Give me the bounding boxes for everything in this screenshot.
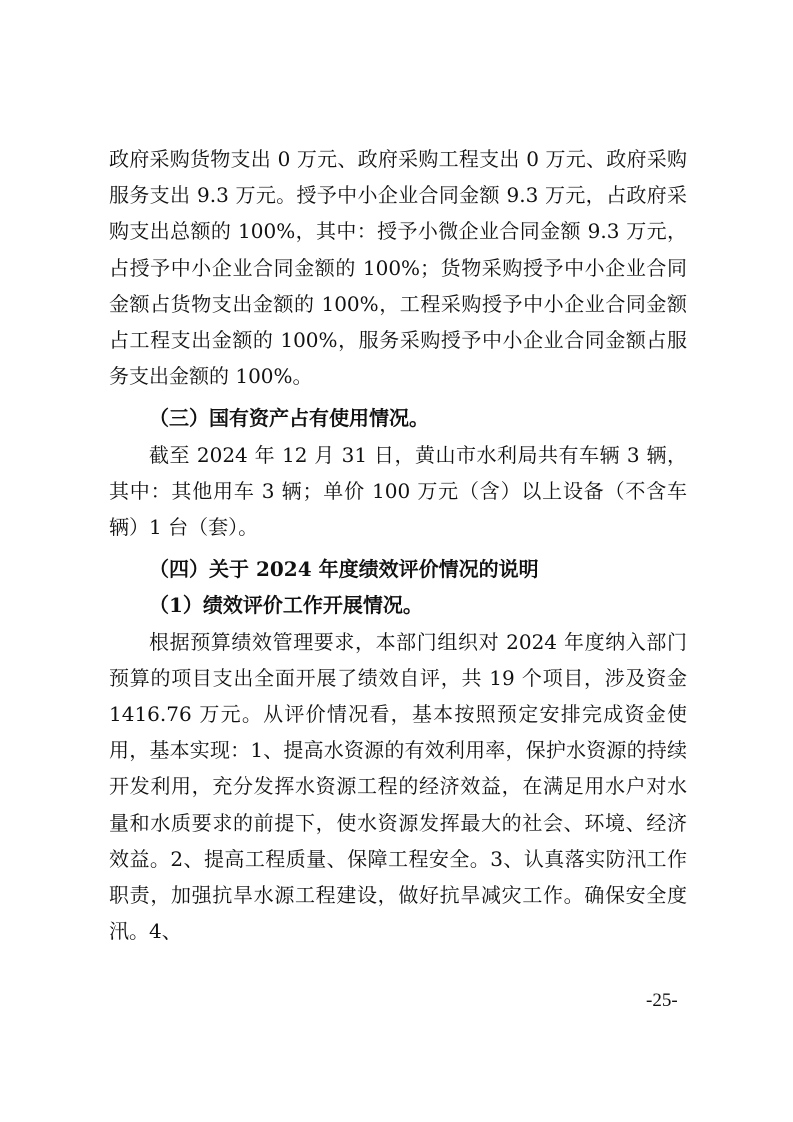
performance-evaluation-paragraph: 根据预算绩效管理要求，本部门组织对 2024 年度纳入部门预算的项目支出全面开展了绩效自评，共 19 个项目，涉及资金 1416.76 万元。从评价情况看，基本按照预定安排完成资金使用，基本实现：1、提高水资源的有效利用率，保护水资源的持续开发利用，充分发挥水资源工程的经济效益，在满足用水户对水量和水质要求的前提下，使水资源发挥最大的社会、环境、经济效益。2、提高工程质量、保障工程安全。3、认真落实防汛工作职责，加强抗旱水源工程建设，做好抗旱减灾工作。确保安全度汛。4、	[109, 629, 687, 944]
state-assets-paragraph: 截至 2024 年 12 月 31 日，黄山市水利局共有车辆 3 辆，其中：其他用车 3 辆；单价 100 万元（含）以上设备（不含车辆）1 台（套）。	[109, 442, 687, 540]
subsection-heading-evaluation-work: （1）绩效评价工作开展情况。	[149, 593, 423, 618]
section-heading-performance-evaluation: （四）关于 2024 年度绩效评价情况的说明	[149, 557, 539, 582]
procurement-paragraph: 政府采购货物支出 0 万元、政府采购工程支出 0 万元、政府采购服务支出 9.3 万元。授予中小企业合同金额 9.3 万元，占政府采购支出总额的 100%，其中：授予小微企业合同金额 9.3 万元，占授予中小企业合同金额的 100%；货物采购授予中小企业合同金额占货物支出金额的 100%，工程采购授予中小企业合同金额占工程支出金额的 100%，服务采购授予中小企业合同金额占服务支出金额的 100%。	[109, 147, 687, 389]
page-number: -25-	[646, 990, 678, 1011]
document-body	[109, 141, 687, 949]
section-heading-state-assets: （三）国有资产占有使用情况。	[149, 406, 429, 431]
